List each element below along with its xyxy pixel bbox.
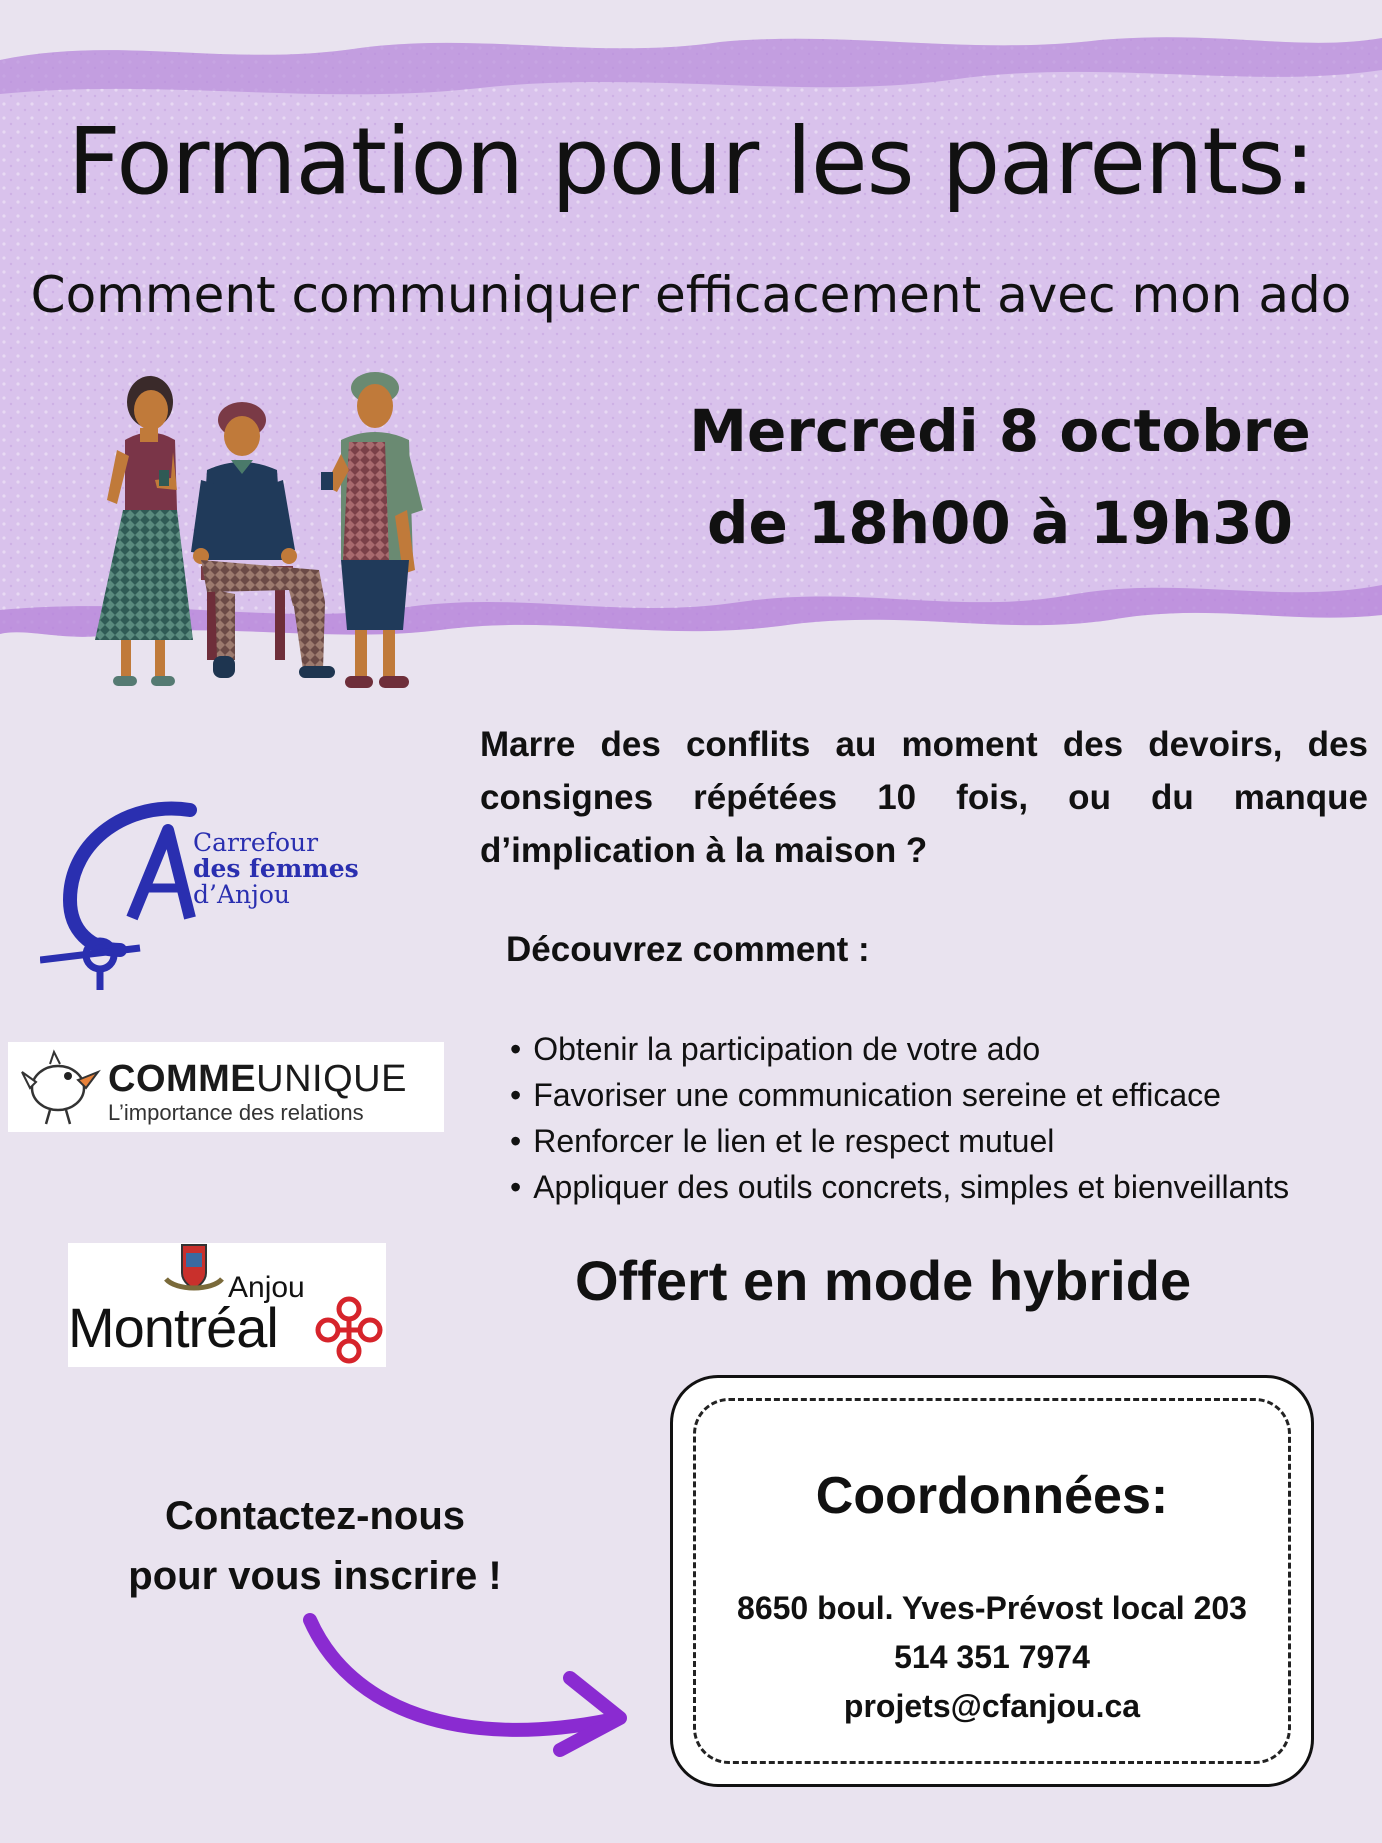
event-schedule — [650, 385, 1350, 569]
standing-teen-figure — [321, 372, 423, 688]
contact-card-title: Coordonnées: — [815, 1467, 1169, 1525]
family-illustration — [85, 370, 505, 720]
benefits-list — [510, 1026, 1289, 1210]
bird-icon — [16, 1042, 106, 1132]
cta-line-2: pour vous inscrire ! — [128, 1554, 502, 1598]
intro-paragraph: Marre des conflits au moment des devoirs, des consignes répétées 10 fois, ou du manque d’implication à la maison ? — [480, 725, 1368, 870]
city-name: Montréal — [68, 1296, 278, 1359]
contact-phone[interactable]: 514 351 7974 — [894, 1639, 1090, 1675]
arrow-right-icon — [290, 1600, 650, 1770]
cfa-line-1: Carrefour — [193, 828, 319, 857]
event-day: Mercredi 8 octobre — [689, 397, 1311, 465]
list-item: • Favoriser une communication sereine et efficace — [510, 1072, 1289, 1118]
cfa-line-2: des femmes — [193, 854, 359, 883]
page-title: Formation pour les parents: — [67, 108, 1315, 215]
list-item: • Renforcer le lien et le respect mutuel — [510, 1118, 1289, 1164]
call-to-action — [90, 1486, 540, 1606]
cta-line-1: Contactez-nous — [165, 1494, 465, 1538]
commeunique-tagline: L’importance des relations — [108, 1100, 364, 1125]
contact-details — [673, 1584, 1311, 1731]
cfa-logo-text — [193, 830, 359, 908]
commeunique-logo — [8, 1042, 444, 1132]
woman-figure — [95, 376, 193, 686]
list-item: • Appliquer des outils concrets, simples et bienveillants — [510, 1164, 1289, 1210]
commeunique-light: UNIQUE — [256, 1058, 407, 1100]
contact-email[interactable]: projets@cfanjou.ca — [843, 1688, 1141, 1724]
page-subtitle: Comment communiquer efficacement avec mon ado — [30, 266, 1352, 324]
commeunique-bold: COMME — [108, 1058, 257, 1100]
montreal-rosette-icon — [314, 1295, 384, 1365]
discover-heading: Découvrez comment : — [506, 930, 870, 969]
borough-name: Anjou — [228, 1271, 305, 1304]
contact-card — [670, 1375, 1314, 1787]
montreal-logo — [68, 1243, 386, 1367]
cfa-line-3: d’Anjou — [193, 880, 291, 909]
coat-of-arms-icon — [164, 1243, 224, 1299]
event-time: de 18h00 à 19h30 — [706, 489, 1293, 557]
contact-address: 8650 boul. Yves-Prévost local 203 — [737, 1590, 1247, 1626]
commeunique-wordmark — [108, 1058, 407, 1101]
list-item: • Obtenir la participation de votre ado — [510, 1026, 1289, 1072]
seated-boy-figure — [191, 402, 335, 678]
hybrid-mode-text: Offert en mode hybride — [575, 1249, 1192, 1312]
